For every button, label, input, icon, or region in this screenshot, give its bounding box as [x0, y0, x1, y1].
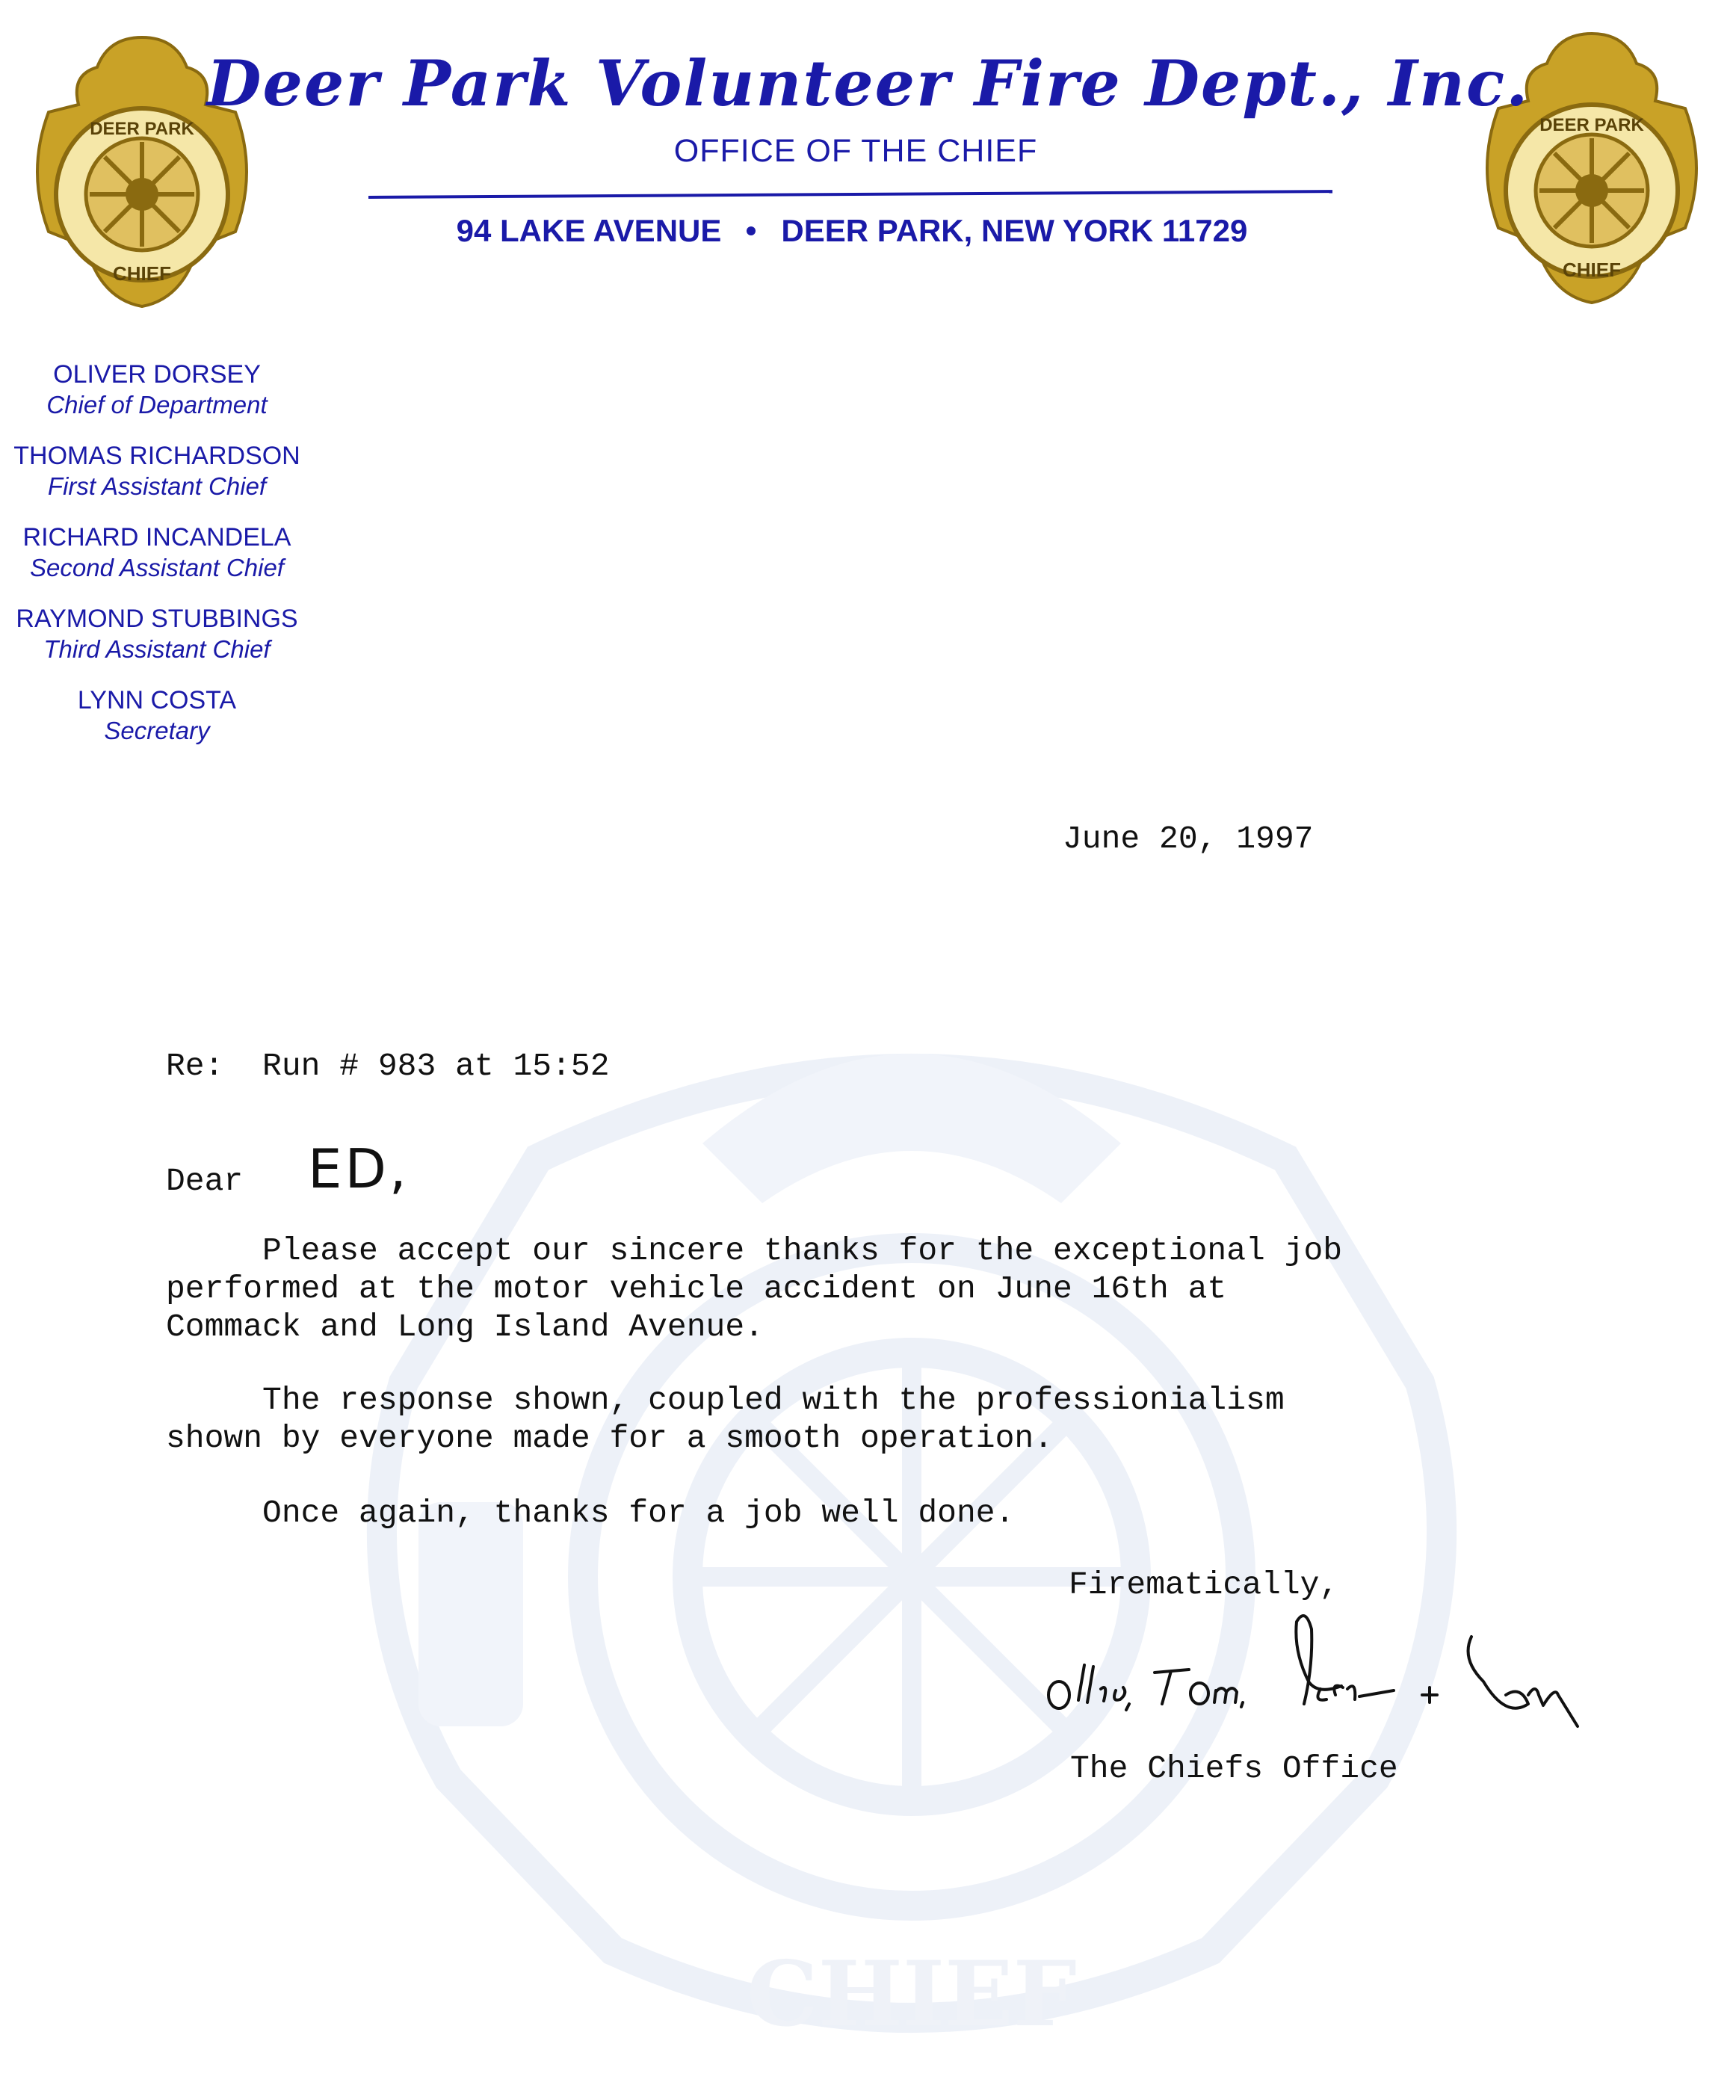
officer-name: RAYMOND STUBBINGS [16, 605, 298, 633]
handwritten-recipient-name: ED, [308, 1137, 410, 1200]
officer-entry [7, 685, 306, 746]
badge-bottom-label: CHIEF [1563, 259, 1621, 281]
officer-entry [7, 522, 306, 583]
officer-list [7, 359, 306, 766]
organization-name: Deer Park Volunteer Fire Dept., Inc. [206, 46, 1530, 120]
body-paragraph-2: The response shown, coupled with the professionialism shown by everyone made for a smooth operation. [166, 1382, 1285, 1457]
badge-bottom-label: CHIEF [113, 262, 171, 285]
badge-top-label: DEER PARK [1539, 115, 1644, 135]
bullet-icon [747, 226, 756, 235]
officer-title: First Assistant Chief [47, 472, 267, 500]
watermark-label: CHIEF [747, 1942, 1077, 2047]
salutation: Dear [166, 1163, 244, 1199]
handwritten-signature [1042, 1607, 1670, 1756]
officer-entry [7, 603, 306, 664]
officer-title: Chief of Department [46, 391, 268, 419]
officer-name: THOMAS RICHARDSON [13, 442, 300, 470]
officer-entry [7, 359, 306, 420]
header-address [366, 213, 1338, 249]
signer-name: The Chiefs Office [1070, 1750, 1398, 1787]
body-paragraph-3: Once again, thanks for a job well done. [166, 1495, 1015, 1531]
office-title: OFFICE OF THE CHIEF [673, 133, 1038, 169]
letter-date: June 20, 1997 [1063, 821, 1314, 857]
officer-entry [7, 440, 306, 501]
address-street: 94 LAKE AVENUE [456, 213, 722, 248]
header-divider [368, 190, 1332, 199]
badge-top-label: DEER PARK [90, 119, 194, 139]
subject-line: Re: Run # 983 at 15:52 [166, 1048, 610, 1084]
officer-title: Secretary [104, 717, 210, 744]
officer-name: LYNN COSTA [77, 686, 237, 714]
officer-title: Second Assistant Chief [30, 554, 284, 581]
body-paragraph-1: Please accept our sincere thanks for the exceptional job performed at the motor vehicle accident on June 16th at Commack and Long Island Avenue. [166, 1232, 1343, 1345]
closing: Firematically, [1069, 1566, 1339, 1603]
officer-name: OLIVER DORSEY [53, 360, 261, 389]
officer-name: RICHARD INCANDELA [22, 523, 291, 552]
officer-title: Third Assistant Chief [43, 635, 271, 663]
address-city: DEER PARK, NEW YORK 11729 [781, 213, 1248, 248]
